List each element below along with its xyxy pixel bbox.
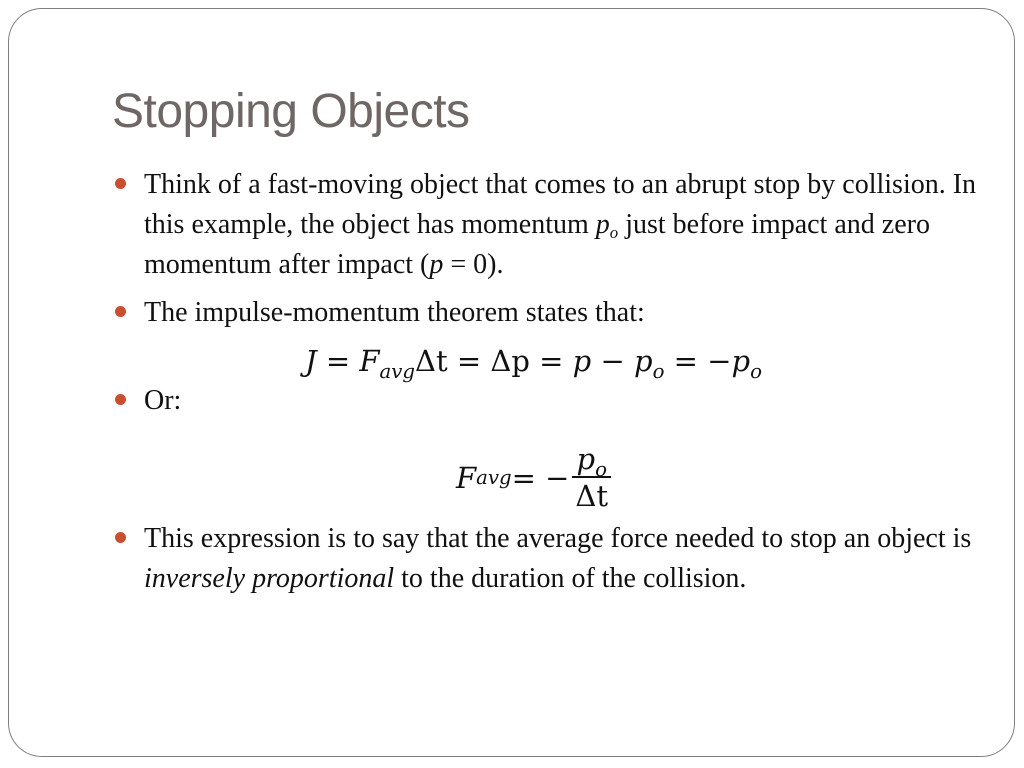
- bullet-text-3: Or:: [144, 385, 182, 416]
- impulse-momentum-equation: $J = F_{avg}\Delta t = \Delta p = p - p_o = -p_o$: [305, 344, 762, 383]
- bullet-dot-icon: [115, 532, 126, 543]
- bullet-text-1-pre: Think of a fast-moving object that comes to an abrupt stop by collision. In this example, the object has momentum: [144, 169, 977, 240]
- momentum-symbol-p: p: [429, 249, 444, 280]
- slide-body: [112, 165, 992, 599]
- bullet-text-2: The impulse-momentum theorem states that:: [144, 297, 645, 328]
- bullet-text-4-pre: This expression is to say that the average force needed to stop an object is: [144, 523, 972, 554]
- bullet-item-1: [112, 165, 992, 285]
- average-force-equation: F avg = − $\frac{p_o}{\Delta t}$: [112, 442, 955, 514]
- bullet-text-1-mid: just before impact and zero momentum after impact (: [144, 209, 930, 280]
- bullet-dot-icon: [115, 394, 126, 405]
- bullet-item-2: [112, 293, 992, 333]
- bullet-text-4-post: to the duration of the collision.: [394, 563, 747, 594]
- slide-title: Stopping Objects: [112, 85, 470, 138]
- bullet-text-1-post: = 0).: [443, 249, 504, 280]
- fraction: $\frac{p_o}{\Delta t}$: [572, 442, 611, 514]
- bullet-dot-icon: [115, 306, 126, 317]
- bullet-item-3: [112, 381, 992, 421]
- emphasis-text: inversely proportional: [144, 563, 395, 594]
- momentum-symbol: $p_o$: [595, 209, 619, 243]
- bullet-dot-icon: [115, 178, 126, 189]
- bullet-item-4: [112, 519, 992, 599]
